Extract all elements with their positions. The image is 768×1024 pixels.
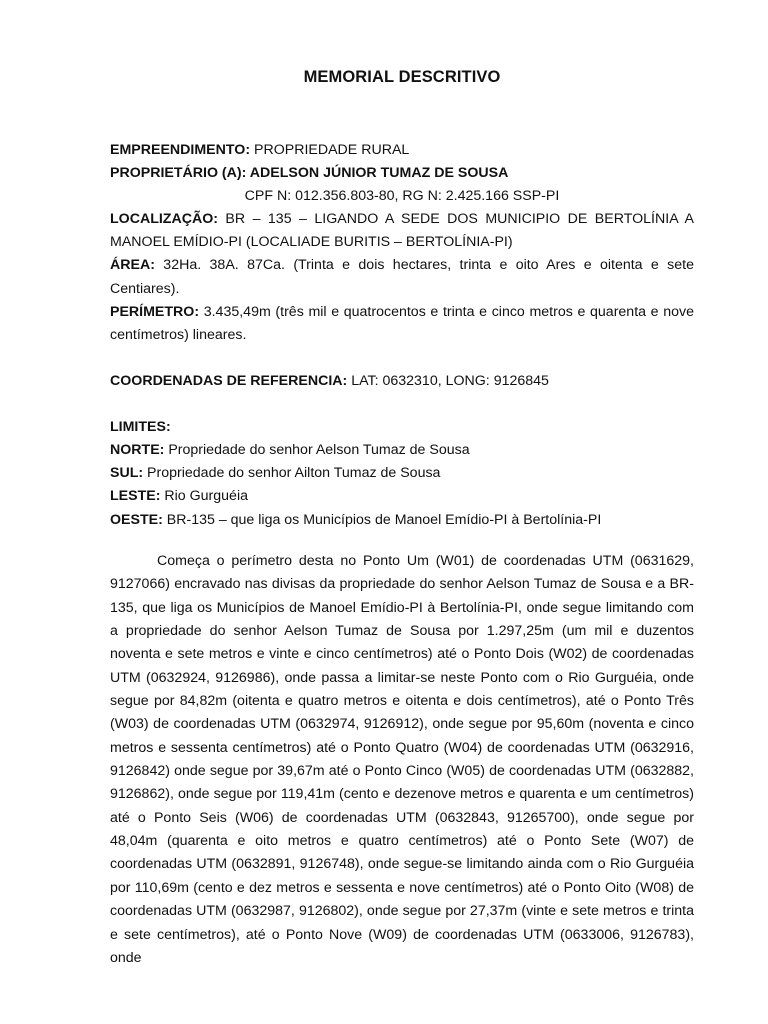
coordenadas-value: LAT: 0632310, LONG: 9126845	[347, 372, 549, 389]
limites-heading	[110, 416, 694, 439]
oeste-value: BR-135 – que liga os Municípios de Manoel Emídio-PI à Bertolínia-PI	[162, 511, 602, 528]
perimetro-line	[110, 301, 694, 347]
coordenadas-label: COORDENADAS DE REFERENCIA:	[110, 372, 348, 389]
limite-oeste	[110, 509, 694, 532]
leste-label: LESTE:	[110, 488, 161, 505]
localizacao-label: LOCALIZAÇÃO:	[110, 211, 218, 228]
leste-value: Rio Gurguéia	[160, 488, 248, 505]
empreendimento-label: EMPREENDIMENTO:	[110, 142, 251, 158]
perimetro-label: PERÍMETRO:	[110, 303, 200, 320]
sul-value: Propriedade do senhor Ailton Tumaz de Sousa	[143, 465, 441, 482]
limite-sul	[110, 462, 694, 485]
oeste-label: OESTE:	[110, 511, 163, 528]
proprietario-line	[110, 162, 694, 185]
coordenadas-line	[110, 370, 694, 393]
property-details	[110, 139, 694, 532]
spacer	[110, 347, 694, 370]
perimetro-value: 3.435,49m (três mil e quatrocentos e trinta e cinco metros e quarenta e nove centímetros) lineares.	[110, 303, 694, 343]
localizacao-value: BR – 135 – LIGANDO A SEDE DOS MUNICIPIO DE BERTOLÍNIA A MANOEL EMÍDIO-PI (LOCALIADE BURITIS – BERTOLÍNIA-PI)	[110, 211, 694, 251]
sul-label: SUL:	[110, 465, 144, 482]
limite-leste	[110, 485, 694, 508]
area-label: ÁREA:	[110, 257, 155, 274]
limite-norte	[110, 439, 694, 462]
area-value: 32Ha. 38A. 87Ca. (Trinta e dois hectares, trinta e oito Ares e oitenta e sete Centiares).	[110, 257, 694, 297]
norte-value: Propriedade do senhor Aelson Tumaz de Sousa	[164, 442, 470, 459]
localizacao-line	[110, 208, 694, 254]
perimeter-description-paragraph: Começa o perímetro desta no Ponto Um (W01) de coordenadas UTM (0631629, 9127066) encravado nas divisas da propriedade do senhor Aelson Tumaz de Sousa e a BR-135, que liga os Municípios de Manoel Emídio-PI à Bertolínia-PI, onde segue limitando com a propriedade do senhor Aelson Tumaz de Sousa por 1.297,25m (um mil e duzentos noventa e sete metros e vinte e cinco centímetros) até o Ponto Dois (W02) de coordenadas UTM (0632924, 9126986), onde passa a limitar-se neste Ponto com o Rio Gurguéia, onde segue por 84,82m (oitenta e quatro metros e oitenta e dois centímetros), até o Ponto Três (W03) de coordenadas UTM (0632974, 9126912), onde segue por 95,60m (noventa e cinco metros e sessenta centímetros) até o Ponto Quatro (W04) de coordenadas UTM (0632916, 9126842) onde segue por 39,67m até o Ponto Cinco (W05) de coordenadas UTM (0632882, 9126862), onde segue por 119,41m (cento e dezenove metros e quarenta e um centímetros) até o Ponto Seis (W06) de coordenadas UTM (0632843, 91265700), onde segue por 48,04m (quarenta e oito metros e quatro centímetros) até o Ponto Sete (W07) de coordenadas UTM (0632891, 9126748), onde segue-se limitando ainda com o Rio Gurguéia por 110,69m (cento e dez metros e sessenta e nove centímetros) até o Ponto Oito (W08) de coordenadas UTM (0632987, 9126802), onde segue por 27,37m (vinte e sete metros e trinta e sete centímetros), até o Ponto Nove (W09) de coordenadas UTM (0633006, 9126783), onde	[110, 553, 694, 966]
empreendimento-value: PROPRIEDADE RURAL	[250, 142, 410, 158]
proprietario-label: PROPRIETÁRIO (A): ADELSON JÚNIOR TUMAZ DE SOUSA	[110, 165, 509, 182]
spacer	[110, 393, 694, 416]
area-line	[110, 254, 694, 300]
limites-label: LIMITES:	[110, 419, 171, 436]
empreendimento-line	[110, 139, 694, 162]
documentos-line: CPF N: 012.356.803-80, RG N: 2.425.166 SSP-PI	[244, 188, 560, 205]
norte-label: NORTE:	[110, 442, 165, 459]
document-title: MEMORIAL DESCRITIVO	[303, 68, 501, 86]
